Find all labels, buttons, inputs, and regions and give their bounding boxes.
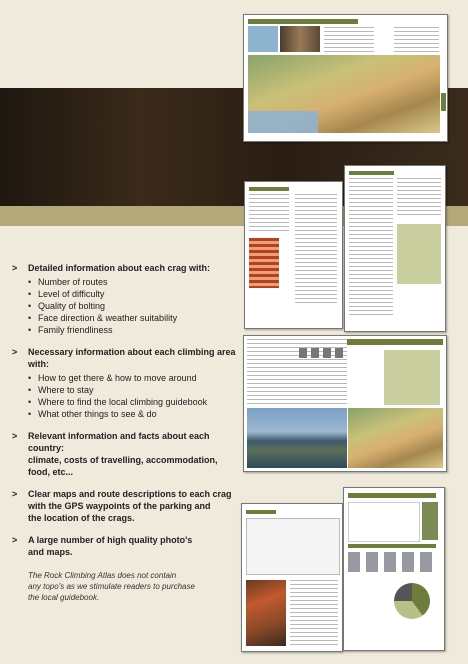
area-spread-page (243, 335, 447, 472)
area-map (348, 408, 443, 468)
crag-detail-page-left (241, 503, 343, 652)
pie-chart (394, 583, 430, 619)
crag-detail-page-right (343, 487, 445, 651)
crag-info-page-left (244, 181, 343, 329)
list-item: • Family friendliness (28, 324, 237, 336)
approach-map (246, 518, 340, 575)
section-heading: > Clear maps and route descriptions to each crag with the GPS waypoints of the parking and the location of the crags. (12, 489, 232, 523)
inset-map (248, 26, 278, 52)
crag-info-list (12, 276, 237, 336)
icon-row (299, 348, 345, 358)
list-item: • Where to find the local climbing guidebook (28, 396, 237, 408)
crag-sketch (422, 502, 438, 540)
text-column (349, 178, 393, 318)
side-tab (441, 93, 446, 111)
legend-list (324, 27, 374, 52)
icon-strip (348, 552, 436, 572)
list-item: • Level of difficulty (28, 288, 237, 300)
route-chart (348, 502, 420, 542)
page-header-bar (349, 171, 394, 175)
page-header-bar (246, 510, 276, 514)
crag-info-page-right (344, 165, 446, 332)
section-heading: > A large number of high quality photo's and maps. (12, 535, 193, 557)
bay-photo (247, 408, 347, 468)
list-item: • How to get there & how to move around (28, 372, 237, 384)
feature-list (12, 262, 237, 603)
map-sea (248, 111, 318, 133)
topo-note: The Rock Climbing Atlas does not contain any topo's as we stimulate readers to purchase the local guidebook. (28, 571, 195, 602)
cliff-photo (280, 26, 320, 52)
map-spread-page (243, 14, 448, 142)
info-box (397, 224, 441, 284)
page-header-bar (249, 187, 289, 191)
list-item: • Quality of bolting (28, 300, 237, 312)
section-heading: > Necessary information about each climbing area with: (12, 347, 236, 369)
list-item: • What other things to see & do (28, 408, 237, 420)
info-box (384, 350, 440, 405)
section-heading: > Detailed information about each crag with: (12, 263, 211, 273)
list-item: • Where to stay (28, 384, 237, 396)
climber-photo (246, 580, 286, 646)
text-column (290, 580, 338, 646)
legend-list-right (394, 27, 439, 52)
text-column (249, 194, 289, 234)
list-item: • Face direction & weather suitability (28, 312, 237, 324)
page-header-bar (348, 493, 436, 498)
section-heading: > Relevant information and facts about each country: climate, costs of travelling, accommodation, food, etc... (12, 431, 218, 477)
route-table (249, 238, 279, 288)
area-info-list (12, 372, 237, 420)
list-item: • Number of routes (28, 276, 237, 288)
text-column-2 (295, 194, 337, 304)
text-column-2 (397, 178, 441, 218)
page-header-bar (248, 19, 358, 24)
section-bar (348, 544, 436, 548)
page-header-bar (347, 339, 443, 345)
